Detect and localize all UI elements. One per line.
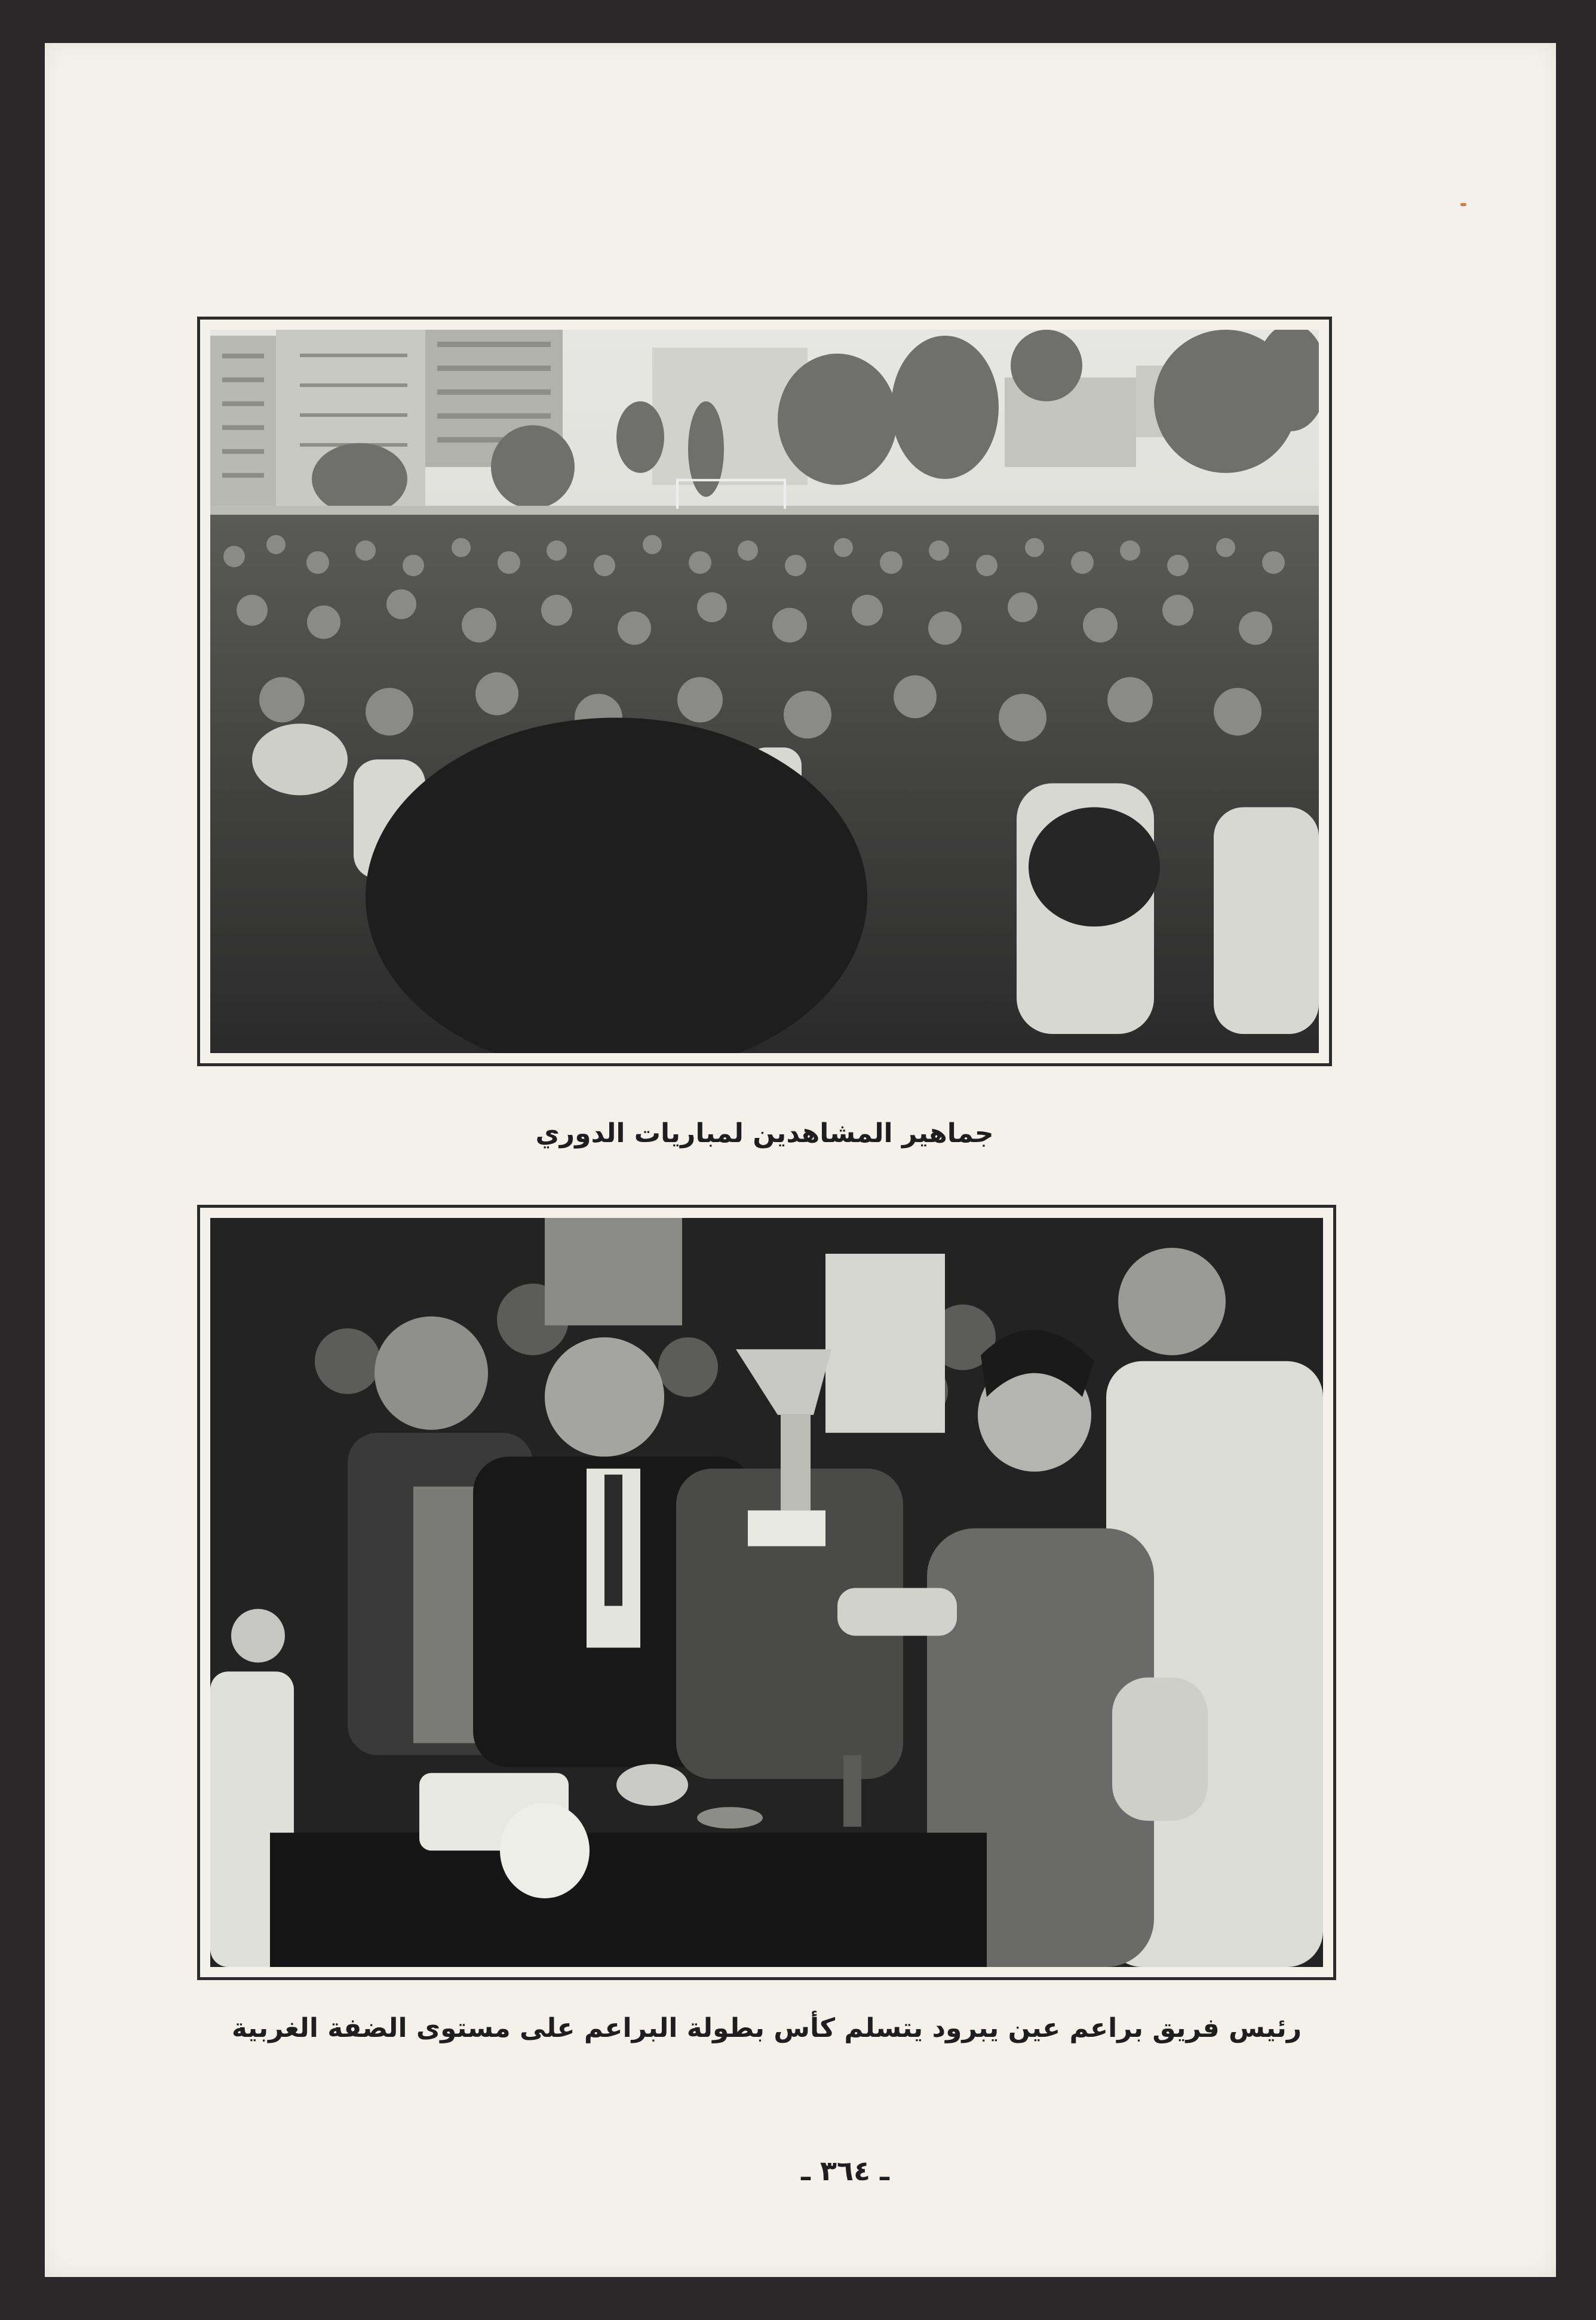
figure-crowd-caption: جماهير المشاهدين لمباريات الدوري	[535, 1118, 994, 1149]
figure-crowd-frame	[197, 317, 1332, 1066]
trophy-photo-image	[210, 1218, 1323, 1967]
document-page	[45, 43, 1556, 2277]
paper-fleck	[1460, 203, 1466, 206]
figure-trophy-caption: رئيس فريق براعم عين يبرود يتسلم كأس بطولة البراعم على مستوى الضفة الغربية	[231, 2013, 1302, 2043]
figure-trophy-frame	[197, 1205, 1336, 1980]
crowd-photo-image	[210, 330, 1319, 1053]
trophy-photo	[210, 1218, 1323, 1967]
page-number: ـ ٣٦٤ ـ	[801, 2155, 889, 2187]
crowd-photo	[210, 330, 1319, 1053]
